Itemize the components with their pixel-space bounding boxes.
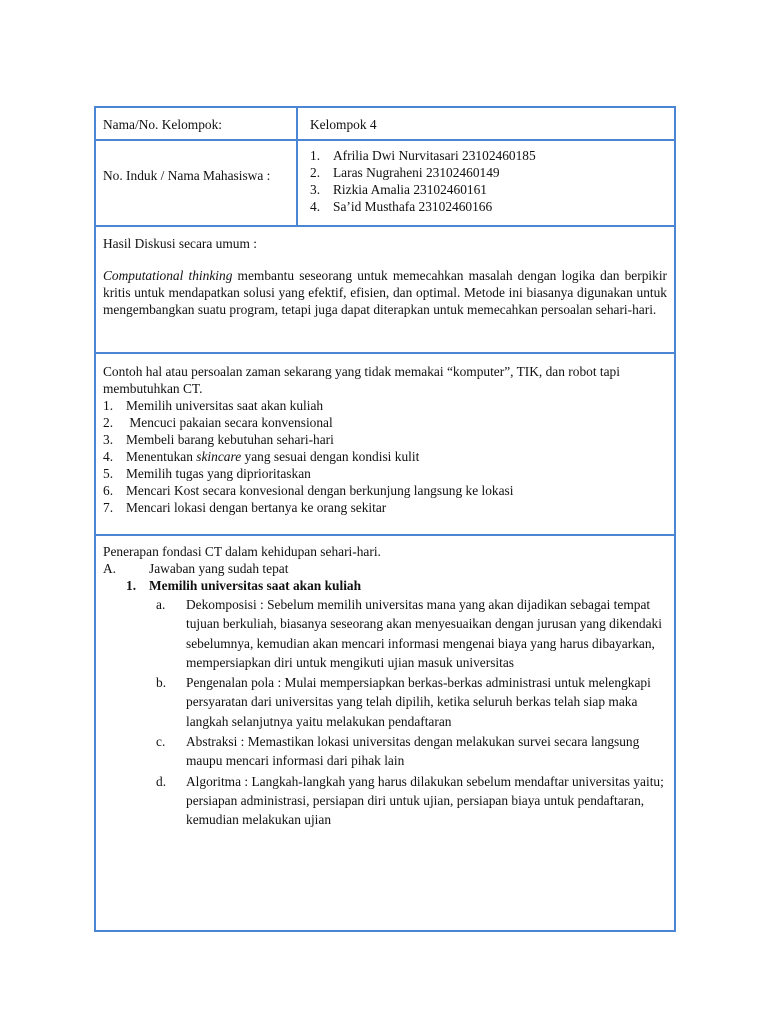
discussion-section [96, 227, 674, 318]
discussion-paragraph-text: membantu seseorang untuk memecahkan masalah dengan logika dan berpikir kritis untuk mendapatkan solusi yang efektif, efisien, dan optimal. Metode ini biasanya digunakan untuk mengembangkan suatu program, tetapi juga dapat diterapkan untuk memecahkan persoalan sehari-hari. [103, 268, 667, 317]
ct-step: d. Algoritma : Langkah-langkah yang harus dilakukan sebelum mendaftar universitas yaitu; persiapan administrasi, persiapan diri untuk ujian, persiapan biaya untuk pendaftaran, kemudian melakukan ujian [156, 773, 664, 828]
application-intro: Penerapan fondasi CT dalam kehidupan sehari-hari. [103, 544, 381, 559]
student-item: 4. Sa’id Musthafa 23102460166 [310, 199, 493, 214]
student-item: 1. Afrilia Dwi Nurvitasari 23102460185 [310, 148, 536, 163]
students-list [298, 141, 674, 215]
students-label-cell [95, 140, 297, 226]
ct-step: b. Pengenalan pola : Mulai mempersiapkan berkas-berkas administrasi untuk melengkapi persyaratan dari universitas yang telah dipilih, ketika seluruh berkas telah siap maka langkah selanjutnya yaitu melakukan pendaftaran [156, 675, 651, 729]
student-item: 3. Rizkia Amalia 23102460161 [310, 182, 487, 197]
list-item: 7. Mencari lokasi dengan bertanya ke orang sekitar [103, 500, 387, 515]
ct-steps [103, 595, 667, 830]
item-title: Memilih universitas saat akan kuliah [149, 578, 362, 593]
list-item: 3. Membeli barang kebutuhan sehari-hari [103, 432, 334, 447]
list-item: 5. Memilih tugas yang diprioritaskan [103, 466, 311, 481]
application-cell [95, 535, 675, 931]
students-label: No. Induk / Nama Mahasiswa : [103, 168, 271, 183]
group-value: Kelompok 4 [310, 117, 377, 132]
students-cell [297, 140, 675, 226]
examples-intro: Contoh hal atau persoalan zaman sekarang yang tidak memakai “komputer”, TIK, dan robot tapi membutuhkan CT. [103, 364, 620, 396]
list-item: 1. Memilih universitas saat akan kuliah [103, 398, 324, 413]
list-item: 2. Mencuci pakaian secara konvensional [103, 415, 333, 430]
worksheet-table [94, 106, 676, 932]
section-heading [103, 560, 667, 577]
group-label-cell [95, 107, 297, 140]
examples-cell [95, 353, 675, 535]
discussion-title: Hasil Diskusi secara umum : [103, 236, 257, 251]
student-item: 2. Laras Nugraheni 23102460149 [310, 165, 500, 180]
item-heading [103, 577, 667, 594]
examples-section [96, 354, 674, 516]
section-text: Jawaban yang sudah tepat [149, 561, 289, 576]
ct-step: c. Abstraksi : Memastikan lokasi universitas dengan melakukan survei secara langsung maupu mencari informasi dari pihak lain [156, 734, 640, 769]
application-section [96, 536, 674, 830]
discussion-paragraph [103, 267, 667, 318]
group-label: Nama/No. Kelompok: [103, 117, 223, 132]
computational-thinking-term: Computational thinking [103, 268, 233, 283]
ct-step: a. Dekomposisi : Sebelum memilih universitas mana yang akan dijadikan sebagai tempat tujuan berkuliah, biasanya seseorang akan menyesuaikan dengan jurusan yang dikendaki sebelumnya, kemudian akan mencari informasi mengenai biaya yang harus dibayarkan, mempersiapkan diri untuk mengikuti ujian masuk universitas [156, 597, 662, 670]
section-letter: A. [103, 561, 117, 576]
list-item: 4. Menentukan skincare yang sesuai dengan kondisi kulit [103, 449, 420, 464]
item-number: 1. [126, 578, 137, 593]
list-item: 6. Mencari Kost secara konvesional dengan berkunjung langsung ke lokasi [103, 483, 514, 498]
discussion-cell [95, 226, 675, 353]
group-value-cell [297, 107, 675, 140]
skincare-term: skincare [196, 449, 242, 464]
examples-list [103, 397, 667, 516]
